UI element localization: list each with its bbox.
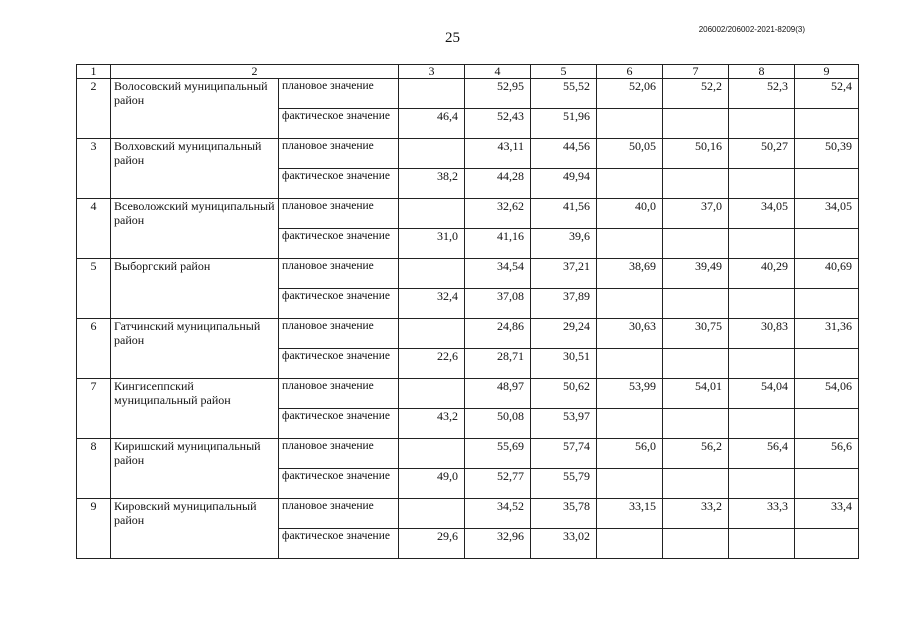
cell-col-9: 52,4 [795, 79, 859, 109]
cell-col-3 [399, 259, 465, 289]
cell-col-9: 33,4 [795, 499, 859, 529]
table-row-plan [77, 79, 859, 109]
district-name: Волховский муниципальный район [111, 139, 279, 199]
cell-col-5: 37,89 [531, 289, 597, 319]
cell-col-6: 56,0 [597, 439, 663, 469]
row-number: 5 [77, 259, 111, 319]
cell-col-8: 52,3 [729, 79, 795, 109]
cell-col-9 [795, 349, 859, 379]
cell-col-7: 52,2 [663, 79, 729, 109]
district-name: Выборгский район [111, 259, 279, 319]
cell-col-7 [663, 289, 729, 319]
cell-col-5: 44,56 [531, 139, 597, 169]
cell-col-7: 30,75 [663, 319, 729, 349]
row-number: 4 [77, 199, 111, 259]
cell-col-5: 29,24 [531, 319, 597, 349]
cell-col-4: 48,97 [465, 379, 531, 409]
value-type-plan: плановое значение [279, 439, 399, 469]
cell-col-5: 51,96 [531, 109, 597, 139]
cell-col-4: 32,62 [465, 199, 531, 229]
cell-col-6 [597, 169, 663, 199]
header-cell-9: 9 [795, 65, 859, 79]
cell-col-8 [729, 169, 795, 199]
cell-col-8 [729, 469, 795, 499]
cell-col-6: 33,15 [597, 499, 663, 529]
cell-col-6: 38,69 [597, 259, 663, 289]
cell-col-7: 56,2 [663, 439, 729, 469]
cell-col-7: 50,16 [663, 139, 729, 169]
cell-col-7: 39,49 [663, 259, 729, 289]
cell-col-5: 39,6 [531, 229, 597, 259]
district-name: Кировский муниципальный район [111, 499, 279, 559]
cell-col-6 [597, 289, 663, 319]
value-type-fact: фактическое значение [279, 349, 399, 379]
value-type-plan: плановое значение [279, 79, 399, 109]
cell-col-6: 53,99 [597, 379, 663, 409]
header-cell-2: 2 [111, 65, 399, 79]
cell-col-8: 54,04 [729, 379, 795, 409]
cell-col-3 [399, 139, 465, 169]
cell-col-4: 34,54 [465, 259, 531, 289]
cell-col-9 [795, 109, 859, 139]
cell-col-4: 34,52 [465, 499, 531, 529]
cell-col-5: 37,21 [531, 259, 597, 289]
table-row-plan [77, 379, 859, 409]
cell-col-6 [597, 349, 663, 379]
cell-col-9: 31,36 [795, 319, 859, 349]
cell-col-6: 40,0 [597, 199, 663, 229]
cell-col-4: 52,95 [465, 79, 531, 109]
cell-col-3 [399, 439, 465, 469]
cell-col-9: 34,05 [795, 199, 859, 229]
cell-col-3 [399, 319, 465, 349]
cell-col-5: 49,94 [531, 169, 597, 199]
cell-col-6: 50,05 [597, 139, 663, 169]
district-name: Киришский муниципальный район [111, 439, 279, 499]
header-cell-5: 5 [531, 65, 597, 79]
cell-col-8: 34,05 [729, 199, 795, 229]
document-code: 206002/206002-2021-8209(3) [698, 25, 805, 34]
cell-col-7 [663, 169, 729, 199]
value-type-fact: фактическое значение [279, 109, 399, 139]
cell-col-7: 54,01 [663, 379, 729, 409]
cell-col-8 [729, 409, 795, 439]
header-cell-6: 6 [597, 65, 663, 79]
row-number: 3 [77, 139, 111, 199]
header-cell-4: 4 [465, 65, 531, 79]
cell-col-5: 53,97 [531, 409, 597, 439]
cell-col-6: 30,63 [597, 319, 663, 349]
cell-col-6 [597, 529, 663, 559]
value-type-fact: фактическое значение [279, 529, 399, 559]
row-number: 2 [77, 79, 111, 139]
cell-col-6 [597, 109, 663, 139]
cell-col-9 [795, 469, 859, 499]
cell-col-9 [795, 529, 859, 559]
cell-col-5: 41,56 [531, 199, 597, 229]
cell-col-8: 30,83 [729, 319, 795, 349]
cell-col-3 [399, 499, 465, 529]
page-number: 25 [445, 30, 460, 46]
cell-col-8 [729, 229, 795, 259]
cell-col-6 [597, 469, 663, 499]
header-cell-3: 3 [399, 65, 465, 79]
cell-col-9 [795, 229, 859, 259]
cell-col-9: 54,06 [795, 379, 859, 409]
cell-col-5: 57,74 [531, 439, 597, 469]
table-body [77, 65, 859, 559]
cell-col-5: 55,52 [531, 79, 597, 109]
cell-col-9 [795, 289, 859, 319]
cell-col-8 [729, 529, 795, 559]
header-cell-1: 1 [77, 65, 111, 79]
cell-col-3 [399, 379, 465, 409]
cell-col-4: 43,11 [465, 139, 531, 169]
cell-col-3: 49,0 [399, 469, 465, 499]
cell-col-4: 52,77 [465, 469, 531, 499]
cell-col-6 [597, 409, 663, 439]
cell-col-6: 52,06 [597, 79, 663, 109]
table-row-plan [77, 439, 859, 469]
cell-col-5: 50,62 [531, 379, 597, 409]
cell-col-9: 56,6 [795, 439, 859, 469]
cell-col-4: 55,69 [465, 439, 531, 469]
cell-col-3 [399, 199, 465, 229]
value-type-plan: плановое значение [279, 259, 399, 289]
cell-col-4: 44,28 [465, 169, 531, 199]
cell-col-7 [663, 229, 729, 259]
cell-col-9: 40,69 [795, 259, 859, 289]
cell-col-7 [663, 529, 729, 559]
cell-col-5: 33,02 [531, 529, 597, 559]
cell-col-8 [729, 109, 795, 139]
district-name: Гатчинский муниципальный район [111, 319, 279, 379]
district-name: Всеволожский муниципальный район [111, 199, 279, 259]
value-type-plan: плановое значение [279, 379, 399, 409]
cell-col-6 [597, 229, 663, 259]
value-type-fact: фактическое значение [279, 409, 399, 439]
cell-col-7 [663, 109, 729, 139]
cell-col-4: 24,86 [465, 319, 531, 349]
cell-col-8 [729, 349, 795, 379]
cell-col-8: 40,29 [729, 259, 795, 289]
cell-col-8: 33,3 [729, 499, 795, 529]
cell-col-7: 37,0 [663, 199, 729, 229]
table-row-plan [77, 319, 859, 349]
cell-col-7 [663, 409, 729, 439]
value-type-fact: фактическое значение [279, 229, 399, 259]
cell-col-3 [399, 79, 465, 109]
value-type-fact: фактическое значение [279, 469, 399, 499]
value-type-fact: фактическое значение [279, 169, 399, 199]
value-type-plan: плановое значение [279, 199, 399, 229]
cell-col-5: 55,79 [531, 469, 597, 499]
cell-col-4: 41,16 [465, 229, 531, 259]
district-name: Волосовский муниципальный район [111, 79, 279, 139]
cell-col-7: 33,2 [663, 499, 729, 529]
cell-col-8: 56,4 [729, 439, 795, 469]
cell-col-8 [729, 289, 795, 319]
cell-col-3: 29,6 [399, 529, 465, 559]
cell-col-4: 28,71 [465, 349, 531, 379]
cell-col-4: 37,08 [465, 289, 531, 319]
cell-col-5: 35,78 [531, 499, 597, 529]
row-number: 6 [77, 319, 111, 379]
cell-col-4: 32,96 [465, 529, 531, 559]
cell-col-9: 50,39 [795, 139, 859, 169]
cell-col-5: 30,51 [531, 349, 597, 379]
row-number: 9 [77, 499, 111, 559]
cell-col-3: 43,2 [399, 409, 465, 439]
cell-col-8: 50,27 [729, 139, 795, 169]
table-row-plan [77, 499, 859, 529]
table-row-plan [77, 259, 859, 289]
cell-col-7 [663, 349, 729, 379]
table-row-plan [77, 199, 859, 229]
header-cell-8: 8 [729, 65, 795, 79]
row-number: 7 [77, 379, 111, 439]
value-type-plan: плановое значение [279, 139, 399, 169]
cell-col-4: 52,43 [465, 109, 531, 139]
value-type-plan: плановое значение [279, 319, 399, 349]
value-type-fact: фактическое значение [279, 289, 399, 319]
header-cell-7: 7 [663, 65, 729, 79]
row-number: 8 [77, 439, 111, 499]
cell-col-3: 31,0 [399, 229, 465, 259]
cell-col-9 [795, 169, 859, 199]
district-name: Кингисеппский муниципальный район [111, 379, 279, 439]
cell-col-3: 32,4 [399, 289, 465, 319]
cell-col-3: 46,4 [399, 109, 465, 139]
header-row [77, 65, 859, 79]
cell-col-7 [663, 469, 729, 499]
cell-col-9 [795, 409, 859, 439]
indicator-table [76, 64, 859, 559]
cell-col-4: 50,08 [465, 409, 531, 439]
cell-col-3: 38,2 [399, 169, 465, 199]
value-type-plan: плановое значение [279, 499, 399, 529]
cell-col-3: 22,6 [399, 349, 465, 379]
table-row-plan [77, 139, 859, 169]
